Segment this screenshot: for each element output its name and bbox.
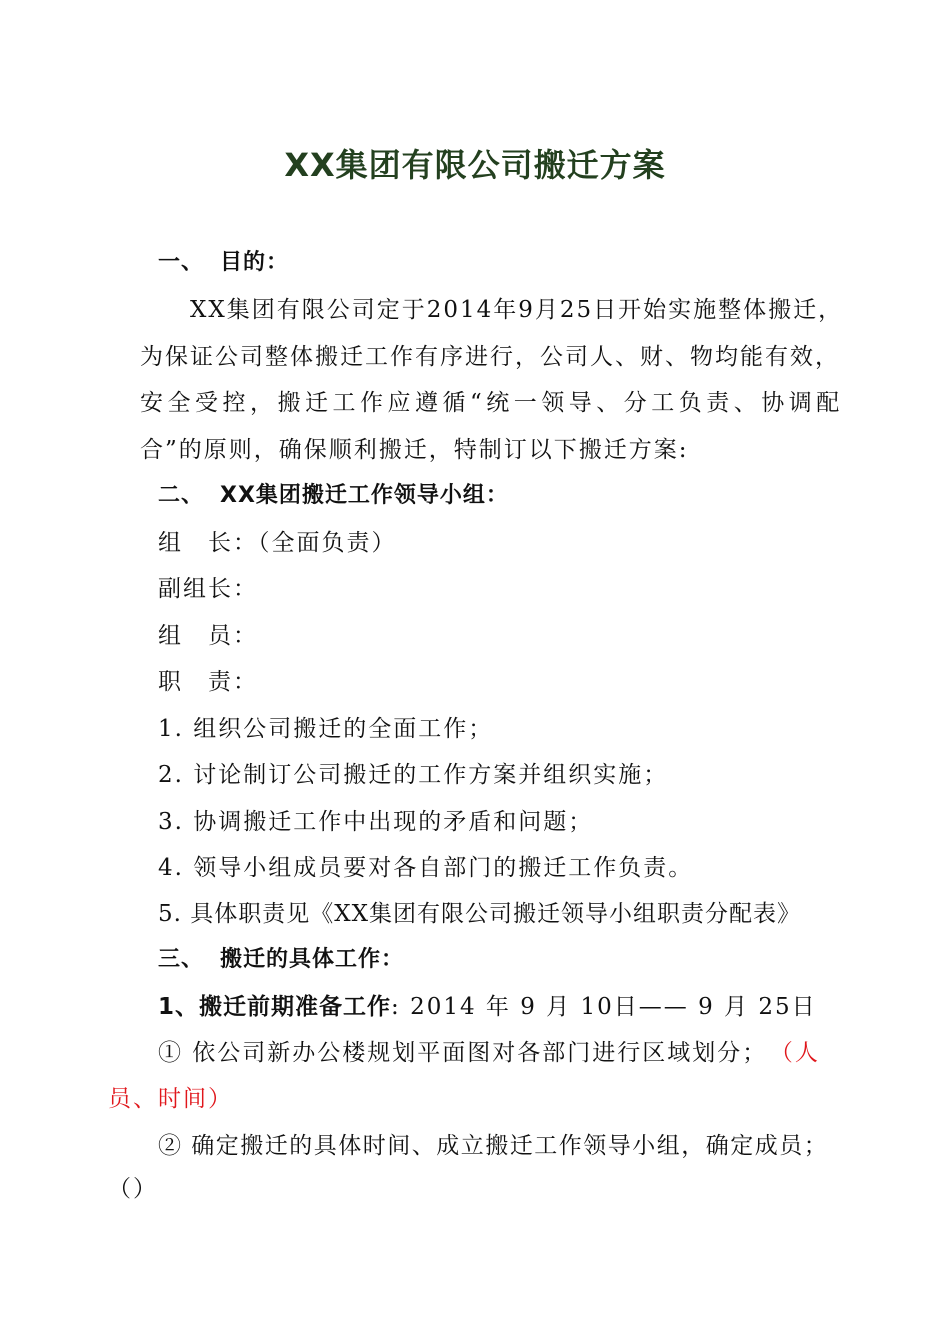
section2-number: 二、 <box>158 483 205 508</box>
duty-item-4: 4. 领导小组成员要对各自部门的搬迁工作负责。 <box>158 855 694 881</box>
stage1-line <box>158 988 817 1021</box>
duties-label: 职 责： <box>158 669 258 695</box>
section1-para-line-4: 合”的原则，确保顺利搬迁，特制订以下搬迁方案: <box>140 437 689 463</box>
section2-heading <box>158 478 509 509</box>
section3-number: 三、 <box>158 947 205 972</box>
task-item-1-text: ① 依公司新办公楼规划平面图对各部门进行区域划分； <box>158 1040 768 1066</box>
task-item-1-note: （人 <box>781 1040 820 1066</box>
duty-item-1: 1. 组织公司搬迁的全面工作； <box>158 716 494 742</box>
section3-title: 搬迁的具体工作： <box>220 947 405 972</box>
task-item-1 <box>158 1034 820 1067</box>
deputy-leader: 副组长： <box>158 576 258 602</box>
duty-item-5: 5. 具体职责见《XX集团有限公司搬迁领导小组职责分配表》 <box>158 901 802 927</box>
task-item-1-note-cont: 员、时间） <box>108 1086 233 1112</box>
section2-title: XX集团搬迁工作领导小组： <box>220 483 509 508</box>
section1-para-line-2: 为保证公司整体搬迁工作有序进行，公司人、财、物均能有效， <box>140 344 840 370</box>
task-item-2: ② 确定搬迁的具体时间、成立搬迁工作领导小组，确定成员； <box>158 1133 829 1159</box>
group-leader: 组 长：（全面负责） <box>158 530 397 556</box>
section1-title: 目的： <box>220 250 290 275</box>
duty-item-2: 2. 讨论制订公司搬迁的工作方案并组织实施； <box>158 762 669 788</box>
document-title: XX集团有限公司搬迁方案 <box>284 146 666 184</box>
task-item-2-cont: （） <box>108 1176 158 1202</box>
group-members: 组 员： <box>158 623 258 649</box>
section1-para-line-3: 安全受控，搬迁工作应遵循“统一领导、分工负责、协调配 <box>140 390 844 416</box>
stage1-dates: : 2014 年 9 月 10日—— 9 月 25日 <box>391 994 817 1020</box>
section1-number: 一、 <box>158 250 205 275</box>
section1-heading <box>158 245 289 276</box>
duty-item-3: 3. 协调搬迁工作中出现的矛盾和问题； <box>158 809 594 835</box>
section1-para-line-1: XX集团有限公司定于2014年9月25日开始实施整体搬迁， <box>190 297 844 323</box>
section3-heading <box>158 942 404 973</box>
stage1-label: 1、搬迁前期准备工作 <box>158 994 392 1020</box>
